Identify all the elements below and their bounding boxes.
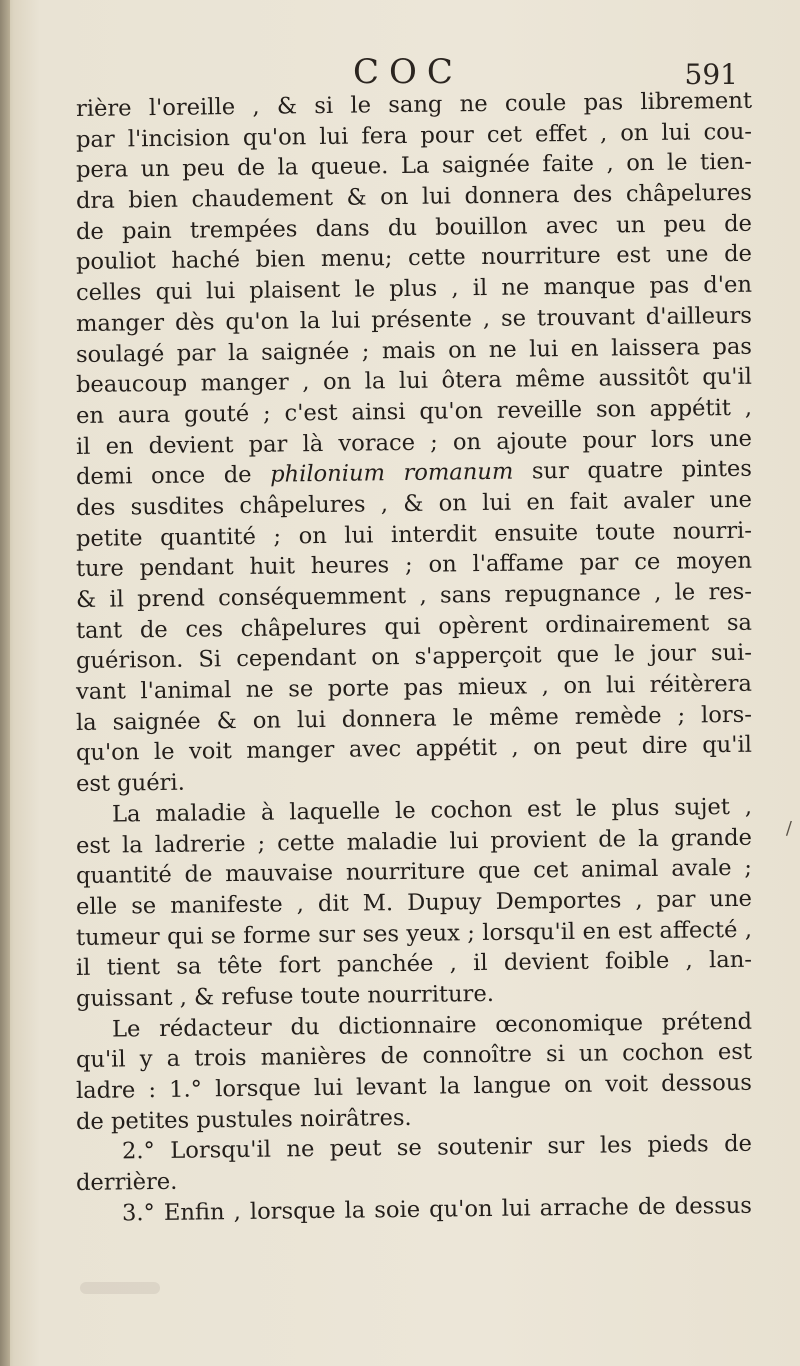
text-line: celles qui lui plaisent le plus , il ne manque pas d'en (75, 271, 753, 307)
text-line: ture pendant huit heures ; on l'affame par ce moyen (75, 548, 753, 583)
text-line: il tient sa tête fort panchée , il devient foible , lan- (75, 946, 753, 982)
text-line: quantité de mauvaise nourriture que cet animal avale ; (75, 854, 753, 890)
text-line: Le rédacteur du dictionnaire œconomique prétend (111, 1008, 753, 1043)
text-line: il en devient par là vorace ; on ajoute pour lors une (75, 425, 753, 460)
text-line: des susdites châpelures , & on lui en fait avaler une (75, 486, 753, 521)
text-line: elle se manifeste , dit M. Dupuy Demportes , par une (75, 885, 753, 920)
text-line: derrière. (75, 1168, 178, 1197)
text-line: 3.° Enfin , lorsque la soie qu'on lui arrache de dessus (121, 1192, 753, 1227)
text-line: tant de ces châpelures qui opèrent ordinairement sa (75, 609, 753, 644)
page-gutter-edge (0, 0, 10, 1366)
text-line: pouliot haché bien menu; cette nourriture est une de (75, 241, 753, 276)
text-line: pera un peu de la queue. La saignée faite , on le tien- (75, 149, 753, 184)
text-line: qu'il y a trois manières de connoître si un cochon est (75, 1039, 753, 1074)
text-line: petite quantité ; on lui interdit ensuite toute nourri- (75, 517, 753, 552)
text-line: La maladie à laquelle le cochon est le plus sujet , (111, 793, 753, 828)
text-line: guérison. Si cependant on s'apperçoit que le jour sui- (75, 640, 753, 675)
running-title: COC (353, 52, 463, 92)
text-line: & il prend conséquemment , sans repugnance , le res- (75, 578, 753, 613)
text-line: vant l'animal ne se porte pas mieux , on lui réitèrera (75, 670, 753, 706)
text-line: en aura gouté ; c'est ainsi qu'on reveille son appétit , (75, 394, 753, 429)
ink-smudge (80, 1282, 160, 1294)
text-line: qu'on le voit manger avec appétit , on peut dire qu'il (75, 732, 753, 767)
text-line: 2.° Lorsqu'il ne peut se soutenir sur les pieds de (121, 1131, 753, 1165)
text-line: beaucoup manger , on la lui ôtera même aussitôt qu'il (75, 363, 753, 399)
text-line: manger dès qu'on la lui présente , se trouvant d'ailleurs (75, 302, 753, 337)
text-run: sur quatre pintes (513, 455, 753, 485)
text-line: par l'incision qu'on lui fera pour cet effet , on lui cou- (75, 118, 753, 153)
text-line: soulagé par la saignée ; mais on ne lui en laissera pas (75, 333, 753, 368)
body-text (75, 87, 753, 1229)
text-line: de petites pustules noirâtres. (75, 1104, 412, 1135)
text-line: est la ladrerie ; cette maladie lui provient de la grande (75, 824, 753, 859)
text-line: tumeur qui se forme sur ses yeux ; lorsqu'il en est affecté , (75, 916, 753, 951)
text-run: demi once de (75, 461, 271, 491)
text-line: de pain trempées dans du bouillon avec un peu de (75, 210, 753, 245)
margin-mark: / (785, 818, 792, 839)
text-line: rière l'oreille , & si le sang ne coule pas librement (75, 87, 753, 122)
text-line: dra bien chaudement & on lui donnera des châpelures (75, 179, 753, 215)
text-line: guissant , & refuse toute nourriture. (75, 980, 495, 1012)
text-line: ladre : 1.° lorsque lui levant la langue on voit dessous (75, 1069, 753, 1104)
italic-term: philonium romanum (269, 458, 514, 488)
text-line: est guéri. (75, 769, 185, 798)
text-line: la saignée & on lui donnera le même remède ; lors- (75, 701, 753, 736)
page-number: 591 (684, 58, 738, 91)
